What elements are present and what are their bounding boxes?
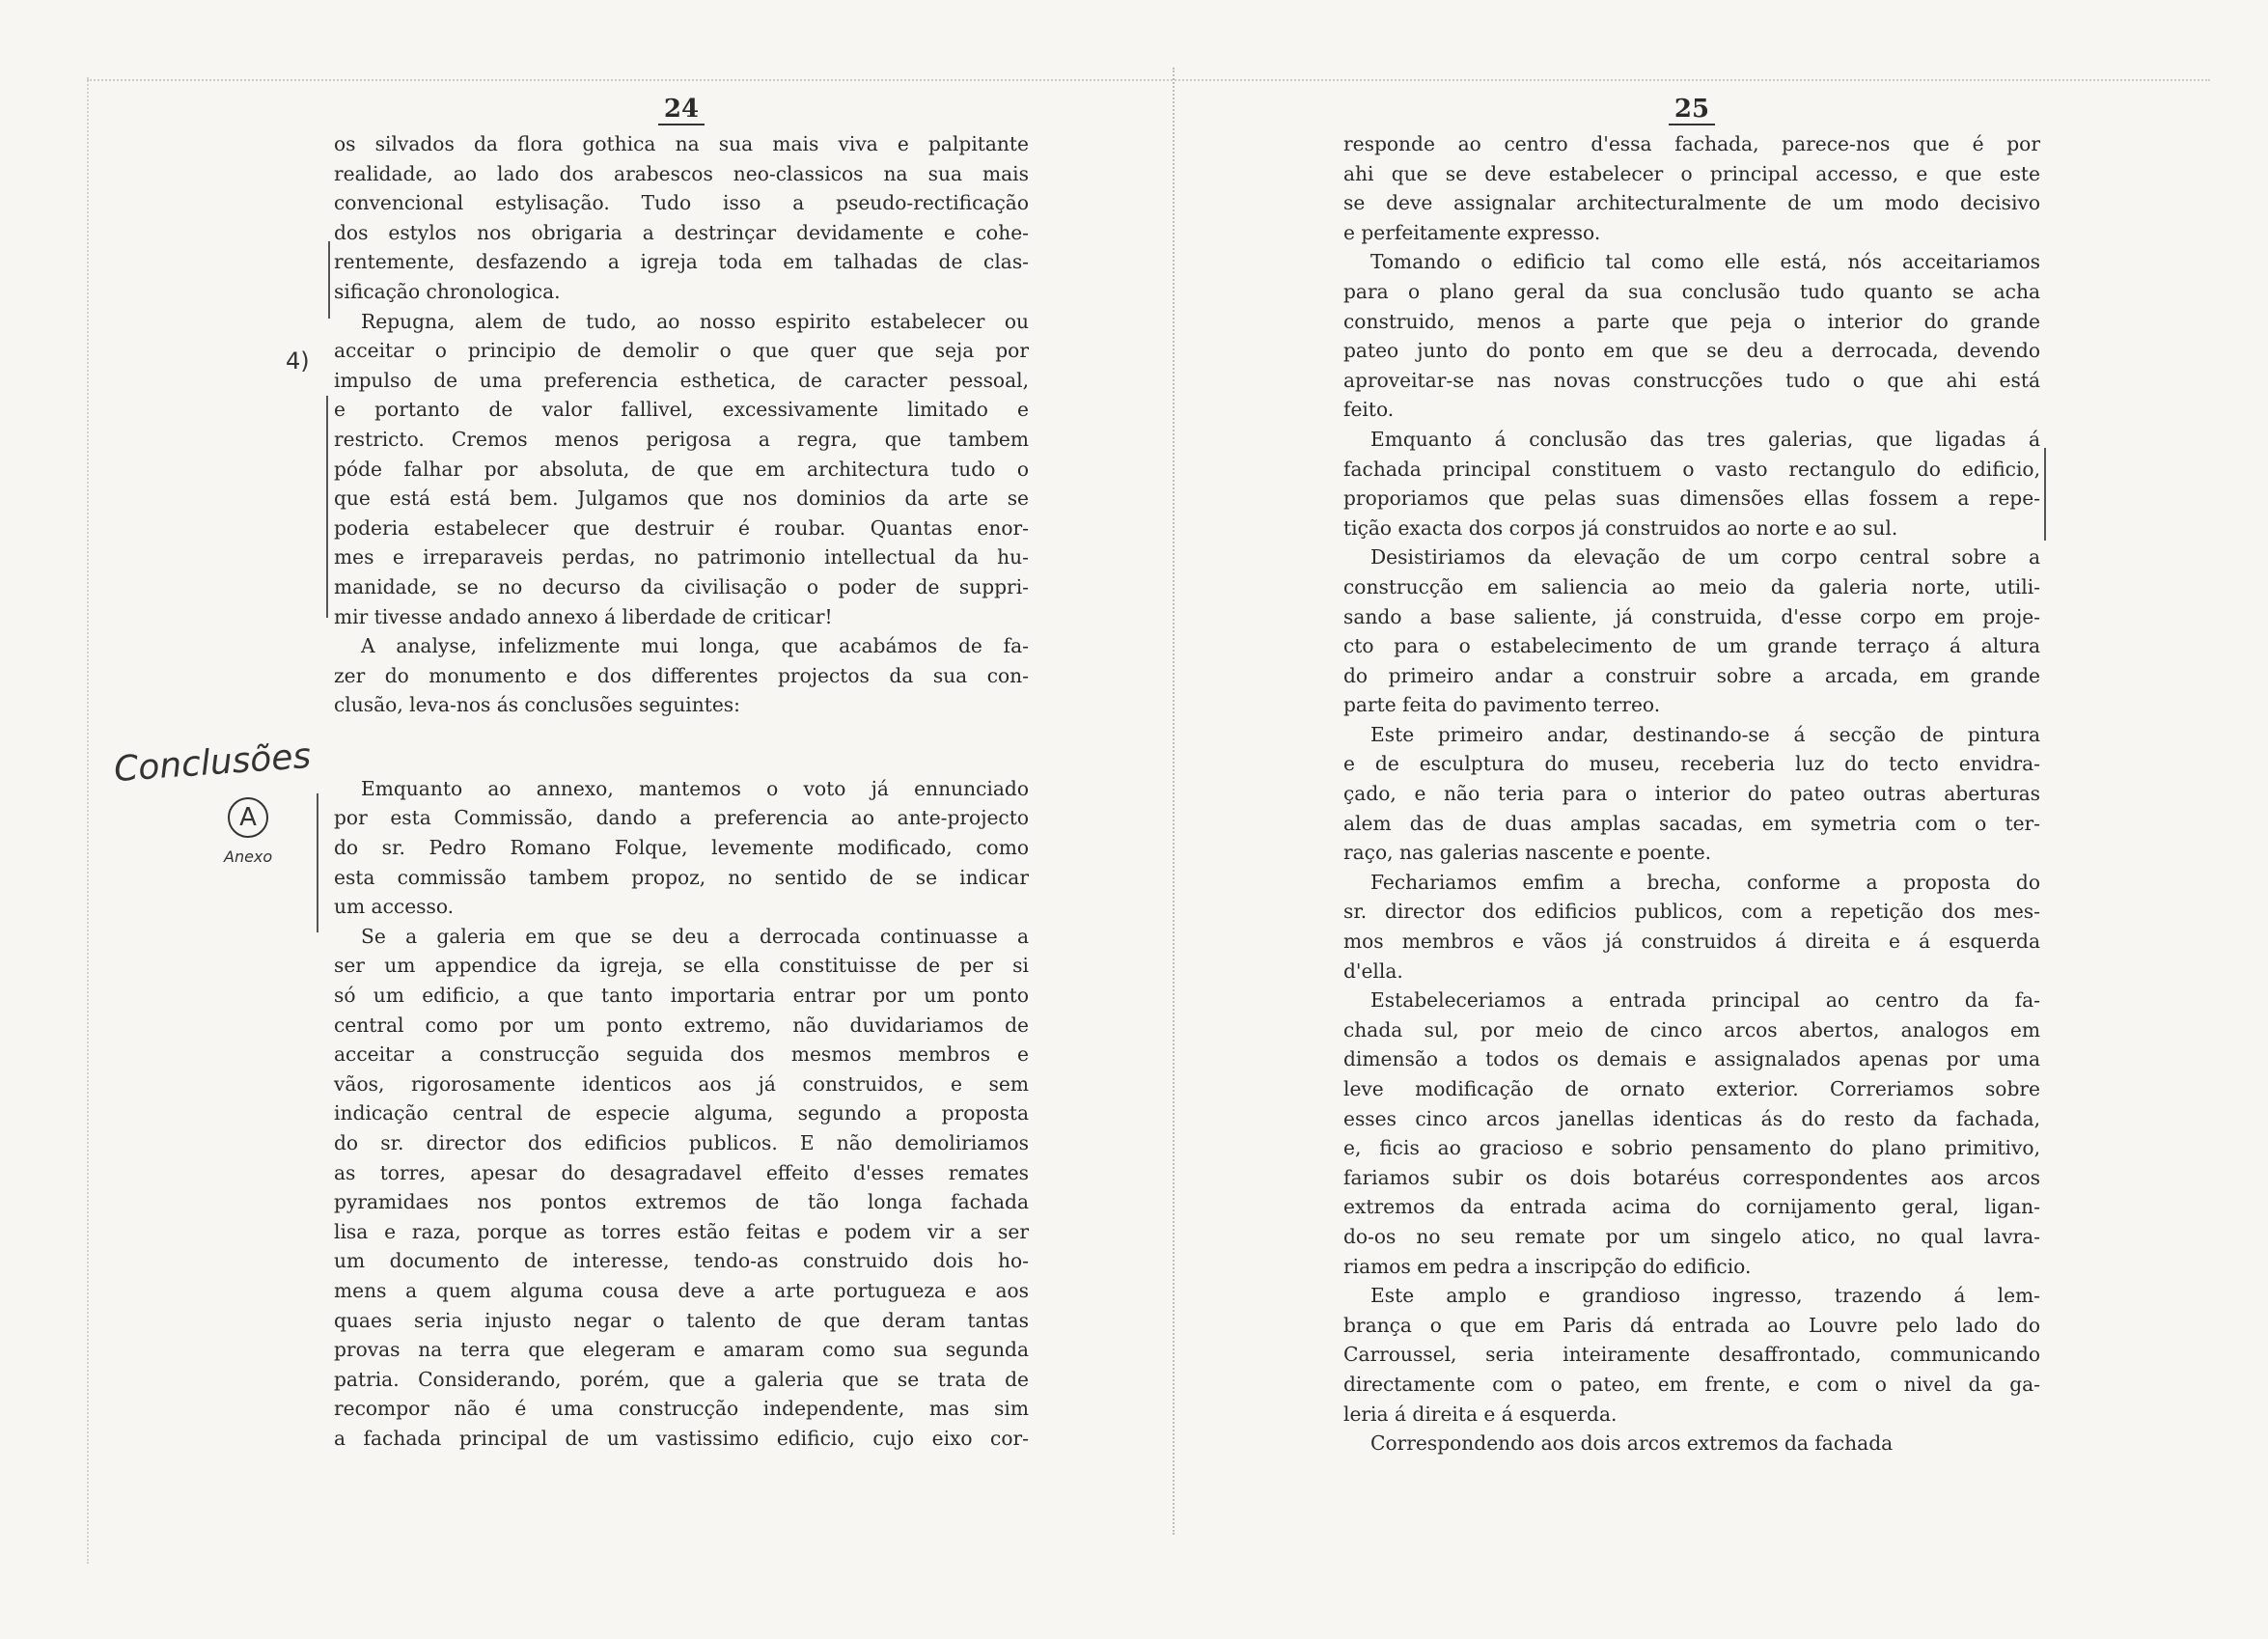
text-line: restricto. Cremos menos perigosa a regra, que tambem: [334, 427, 1029, 451]
text-line: directamente com o pateo, em frente, e com o nivel da ga-: [1343, 1372, 2040, 1396]
text-line: Emquanto á conclusão das tres galerias, que ligadas á: [1370, 427, 2040, 451]
text-line: mes e irreparaveis perdas, no patrimonio intellectual da hu-: [334, 545, 1029, 569]
text-line: cto para o estabelecimento de um grande terraço á altura: [1343, 634, 2040, 658]
photocopy-left-edge: [87, 77, 89, 1564]
text-line: feito.: [1343, 398, 1395, 422]
text-line: raço, nas galerias nascente e poente.: [1343, 841, 1712, 865]
text-line: acceitar o principio de demolir o que quer que seja por: [334, 339, 1029, 363]
text-line: d'ella.: [1343, 958, 1403, 983]
text-line: dimensão a todos os demais e assignalados apenas por uma: [1343, 1047, 2040, 1071]
text-line: Carroussel, seria inteiramente desaffrontado, communicando: [1343, 1343, 2040, 1367]
text-line: indicação central de especie alguma, segundo a proposta: [334, 1101, 1029, 1125]
page-text: [334, 129, 1029, 1454]
handwritten-number-mark: 4): [286, 347, 310, 375]
text-line: fariamos subir os dois botaréus correspondentes aos arcos: [1343, 1165, 2040, 1189]
text-line: que está está bem. Julgamos que nos dominios da arte se: [334, 486, 1029, 511]
section-gap: [334, 720, 1029, 774]
text-line: extremos da entrada acima do cornijamento geral, ligan-: [1343, 1195, 2040, 1219]
text-line: impulso de uma preferencia esthetica, de caracter pessoal,: [334, 368, 1029, 392]
text-line: recompor não é uma construcção independente, mas sim: [334, 1397, 1029, 1421]
text-line: e de esculptura do museu, receberia luz do tecto envidra-: [1343, 752, 2040, 776]
page-gutter: [1173, 68, 1203, 1535]
text-line: convencional estylisação. Tudo isso a pseudo-rectificação: [334, 191, 1029, 215]
text-line: leria á direita e á esquerda.: [1343, 1402, 1618, 1426]
text-line: leve modificação de ornato exterior. Correriamos sobre: [1343, 1077, 2040, 1100]
text-line: esta commissão tambem propoz, no sentido de se indicar: [334, 865, 1029, 889]
text-line: patria. Considerando, porém, que a galeria que se trata de: [334, 1367, 1029, 1391]
text-line: sr. director dos edificios publicos, com a repetição dos mes-: [1343, 900, 2040, 924]
page-text: [1343, 129, 2040, 1458]
text-line: central como por um ponto extremo, não duvidariamos de: [334, 1013, 1029, 1037]
text-line: se deve assignalar architecturalmente de um modo decisivo: [1343, 191, 2040, 215]
text-line: Tomando o edificio tal como elle está, nós acceitariamos: [1370, 250, 2040, 274]
text-line: esses cinco arcos janellas identicas ás do resto da fachada,: [1343, 1106, 2040, 1130]
text-line: ser um appendice da igreja, se ella constituisse de per si: [334, 954, 1029, 978]
text-line: chada sul, por meio de cinco arcos abertos, analogos em: [1343, 1017, 2040, 1042]
text-line: mos membros e vãos já construidos á direita e á esquerda: [1343, 930, 2040, 954]
text-line: as torres, apesar do desagradavel effeito d'esses remates: [334, 1160, 1029, 1184]
text-line: alem das de duas amplas sacadas, em symetria com o ter-: [1343, 811, 2040, 835]
page-left: [334, 93, 1029, 1454]
text-line: a fachada principal de um vastissimo edificio, cujo eixo cor-: [334, 1426, 1029, 1450]
page-number: 25: [1343, 93, 2040, 125]
text-line: pateo junto do ponto em que se deu a derrocada, devendo: [1343, 339, 2040, 363]
text-line: do sr. Pedro Romano Folque, levemente modificado, como: [334, 836, 1029, 860]
text-line: provas na terra que elegeram e amaram como sua segunda: [334, 1338, 1029, 1362]
text-line: acceitar a construcção seguida dos mesmos membros e: [334, 1042, 1029, 1067]
text-line: mir tivesse andado annexo á liberdade de criticar!: [334, 604, 833, 628]
text-line: clusão, leva-nos ás conclusões seguintes:: [334, 693, 740, 717]
text-line: Este primeiro andar, destinando-se á secção de pintura: [1370, 722, 2040, 746]
text-line: zer do monumento e dos differentes projectos da sua con-: [334, 663, 1029, 687]
text-line: proporiamos que pelas suas dimensões ellas fossem a repe-: [1343, 486, 2040, 511]
page-number: 24: [334, 93, 1029, 125]
margin-bar: [328, 241, 330, 319]
photocopy-top-edge: [87, 79, 2210, 81]
text-line: ahi que se deve estabelecer o principal accesso, e que este: [1343, 161, 2040, 185]
text-line: poderia estabelecer que destruir é roubar. Quantas enor-: [334, 515, 1029, 540]
text-line: aproveitar-se nas novas construcções tudo o que ahi está: [1343, 368, 2040, 392]
text-line: brança o que em Paris dá entrada ao Louvre pelo lado do: [1343, 1313, 2040, 1337]
handwritten-circled-letter: A: [228, 797, 268, 838]
text-line: rentemente, desfazendo a igreja toda em talhadas de clas-: [334, 250, 1029, 274]
text-line: Correspondendo aos dois arcos extremos da fachada: [1370, 1431, 1894, 1456]
text-line: do-os no seu remate por um singelo atico, no qual lavra-: [1343, 1224, 2040, 1248]
text-line: por esta Commissão, dando a preferencia ao ante-projecto: [334, 806, 1029, 830]
text-line: Emquanto ao annexo, mantemos o voto já ennunciado: [361, 776, 1029, 800]
text-line: Estabeleceriamos a entrada principal ao centro da fa-: [1370, 988, 2040, 1013]
text-line: pyramidaes nos pontos extremos de tão longa fachada: [334, 1190, 1029, 1214]
text-line: realidade, ao lado dos arabescos neo-classicos na sua mais: [334, 161, 1029, 185]
text-line: lisa e raza, porque as torres estão feitas e podem vir a ser: [334, 1219, 1029, 1243]
text-line: só um edificio, a que tanto importaria entrar por um ponto: [334, 984, 1029, 1008]
text-line: Repugna, alem de tudo, ao nosso espirito estabelecer ou: [361, 309, 1029, 333]
margin-bar: [317, 793, 318, 932]
text-line: parte feita do pavimento terreo.: [1343, 693, 1661, 717]
text-line: Este amplo e grandioso ingresso, trazendo á lem-: [1370, 1284, 2040, 1308]
text-line: sificação chronologica.: [334, 279, 561, 303]
text-line: A analyse, infelizmente mui longa, que acabámos de fa-: [361, 634, 1029, 658]
text-line: manidade, se no decurso da civilisação o poder de suppri-: [334, 574, 1029, 598]
text-line: construido, menos a parte que peja o interior do grande: [1343, 309, 2040, 333]
text-line: os silvados da flora gothica na sua mais viva e palpitante: [334, 132, 1029, 155]
text-line: um documento de interesse, tendo-as construido dois ho-: [334, 1249, 1029, 1273]
text-line: e, ficis ao gracioso e sobrio pensamento do plano primitivo,: [1343, 1136, 2040, 1160]
text-line: mens a quem alguma cousa deve a arte portugueza e aos: [334, 1278, 1029, 1302]
handwritten-note-conclusoes: Conclusões: [112, 736, 313, 791]
text-line: Desistiriamos da elevação de um corpo central sobre a: [1370, 545, 2040, 569]
text-line: um accesso.: [334, 895, 455, 919]
text-line: fachada principal constituem o vasto rectangulo do edificio,: [1343, 457, 2040, 481]
text-line: quaes seria injusto negar o talento de que deram tantas: [334, 1308, 1029, 1332]
margin-bar: [326, 396, 328, 618]
handwritten-note-anexo: Anexo: [224, 847, 273, 866]
text-line: póde falhar por absoluta, de que em architectura tudo o: [334, 457, 1029, 481]
text-line: dos estylos nos obrigaria a destrinçar devidamente e cohe-: [334, 220, 1029, 244]
text-line: Fechariamos emfim a brecha, conforme a proposta do: [1370, 870, 2040, 894]
text-line: do primeiro andar a construir sobre a arcada, em grande: [1343, 663, 2040, 687]
text-line: riamos em pedra a inscripção do edificio.: [1343, 1254, 1752, 1278]
text-line: para o plano geral da sua conclusão tudo quanto se acha: [1343, 279, 2040, 303]
text-line: do sr. director dos edificios publicos. E não demoliriamos: [334, 1131, 1029, 1154]
text-line: sando a base saliente, já construida, d'esse corpo em proje-: [1343, 604, 2040, 628]
text-line: e portanto de valor fallivel, excessivamente limitado e: [334, 398, 1029, 422]
page-right: [1343, 93, 2040, 1458]
text-line: Se a galeria em que se deu a derrocada continuasse a: [361, 924, 1029, 948]
text-line: tição exacta dos corpos já construidos ao norte e ao sul.: [1343, 515, 1898, 540]
text-line: çado, e não teria para o interior do pateo outras aberturas: [1343, 782, 2040, 806]
text-line: construcção em saliencia ao meio da galeria norte, utili-: [1343, 574, 2040, 598]
text-line: e perfeitamente expresso.: [1343, 220, 1601, 244]
text-line: responde ao centro d'essa fachada, parece-nos que é por: [1343, 132, 2040, 155]
margin-bar: [2044, 448, 2046, 541]
text-line: vãos, rigorosamente identicos aos já construidos, e sem: [334, 1071, 1029, 1096]
